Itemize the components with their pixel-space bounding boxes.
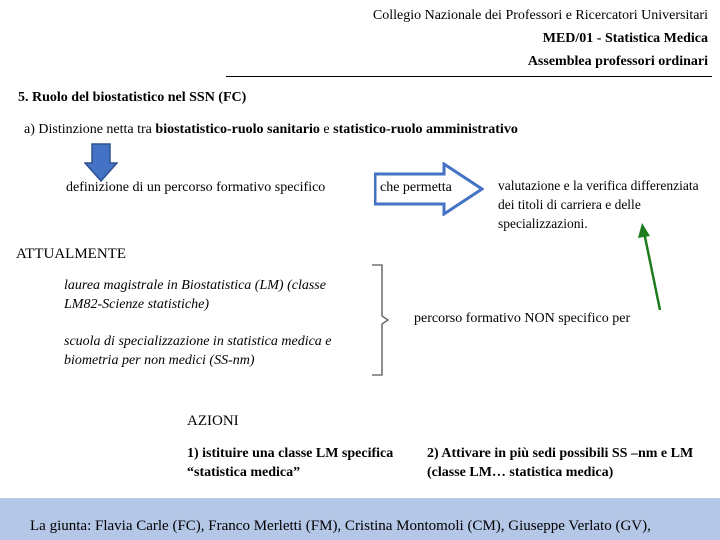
nonspecific-path-text: percorso formativo NON specifico per: [414, 311, 631, 326]
header-sector: MED/01 - Statistica Medica: [542, 31, 708, 46]
action-1: 1) istituire una classe LM specifica “statistica medica”: [187, 446, 394, 480]
green-up-arrow-icon: [630, 222, 674, 314]
right-arrow-label: che permetta: [380, 180, 452, 195]
footer-bar: [0, 498, 720, 540]
laurea-text: laurea magistrale in Biostatistica (LM) (classe LM82-Scienze statistiche): [64, 278, 326, 312]
outcome-text: valutazione e la verifica differenziata dei titoli di carriera e delle specializzazioni.: [498, 178, 699, 231]
actions-heading: AZIONI: [187, 413, 239, 429]
point-a-role-admin: statistico-ruolo amministrativo: [333, 122, 518, 137]
point-a-role-health: biostatistico-ruolo sanitario: [155, 122, 320, 137]
down-arrow-icon: [84, 143, 118, 183]
section-title: 5. Ruolo del biostatistico nel SSN (FC): [18, 90, 247, 105]
header-institution: Collegio Nazionale dei Professori e Ricercatori Universitari: [372, 8, 708, 23]
footer-text: La giunta: Flavia Carle (FC), Franco Merletti (FM), Cristina Montomoli (CM), Giuseppe Verlato (GV),: [30, 518, 651, 534]
point-a-prefix: a) Distinzione netta tra: [24, 122, 156, 137]
scuola-text: scuola di specializzazione in statistica medica e biometria per non medici (SS-nm): [64, 334, 332, 368]
action-2: 2) Attivare in più sedi possibili SS –nm e LM (classe LM… statistica medica): [427, 446, 694, 480]
header-meeting: Assemblea professori ordinari: [527, 54, 708, 69]
point-a: [24, 122, 518, 138]
right-brace-icon: [370, 264, 390, 376]
current-heading: ATTUALMENTE: [16, 246, 126, 262]
point-a-connector: e: [319, 122, 334, 137]
header-divider: [226, 76, 712, 77]
definition-text: definizione di un percorso formativo specifico: [66, 180, 326, 195]
